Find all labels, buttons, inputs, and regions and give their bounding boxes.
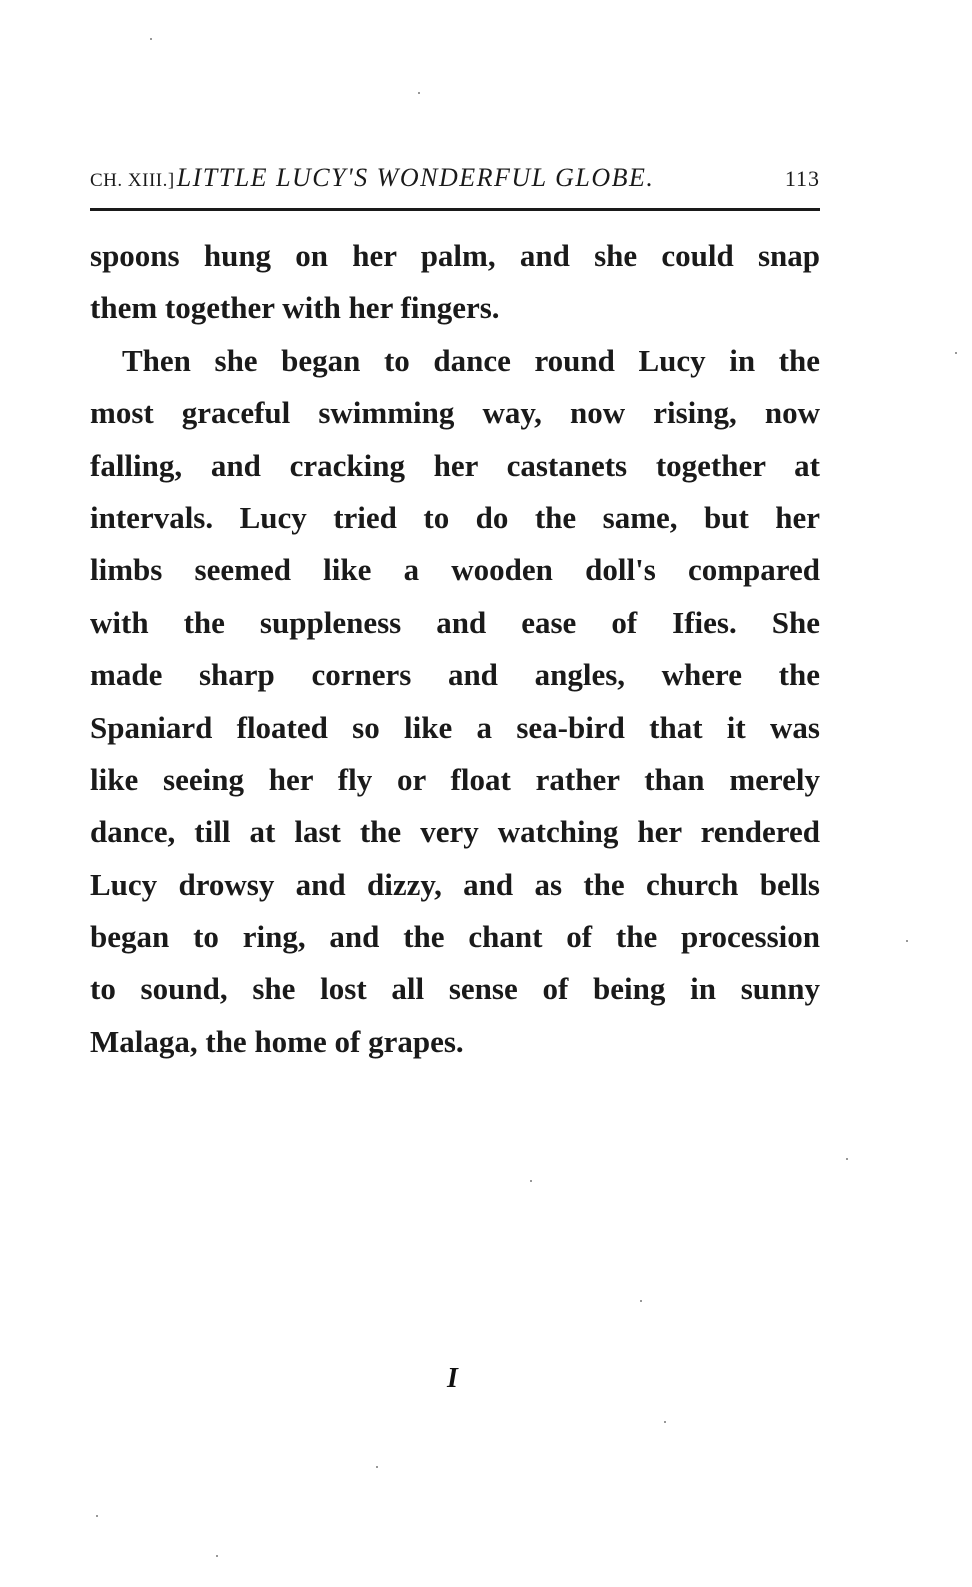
text-line: like seeing her fly or float rather than merely (90, 761, 820, 797)
text-line: Spaniard floated so like a sea-bird that it was (90, 709, 820, 745)
scan-speck (150, 38, 152, 40)
chapter-label: CH. XIII.] (90, 170, 175, 191)
scan-speck (96, 1515, 98, 1517)
text-line: Lucy drowsy and dizzy, and as the church bells (90, 866, 820, 902)
text-line: most graceful swimming way, now rising, now (90, 395, 820, 431)
text-line: made sharp corners and angles, where the (90, 657, 820, 693)
scan-speck (640, 1300, 642, 1302)
text-line: them together with her fingers. (90, 290, 500, 326)
text-line: limbs seemed like a wooden doll's compared (90, 552, 820, 588)
signature-mark: I (447, 1363, 458, 1394)
text-line: intervals. Lucy tried to do the same, but her (90, 499, 820, 535)
scan-speck (955, 352, 957, 354)
scan-speck (906, 940, 908, 942)
text-line: Then she began to dance round Lucy in the (122, 342, 820, 378)
scan-speck (418, 92, 420, 94)
scan-speck (216, 1555, 218, 1557)
running-head (90, 163, 820, 197)
text-line: Malaga, the home of grapes. (90, 1023, 464, 1059)
header-rule (90, 208, 820, 211)
scan-speck (846, 1158, 848, 1160)
scan-speck (530, 1180, 532, 1182)
scan-speck (664, 1421, 666, 1423)
text-line: falling, and cracking her castanets together at (90, 447, 820, 483)
page-number: 113 (784, 166, 820, 191)
body-text (90, 230, 820, 1068)
text-line: with the suppleness and ease of Ifies. She (90, 604, 820, 640)
text-line: dance, till at last the very watching her rendered (90, 814, 820, 850)
text-line: began to ring, and the chant of the procession (90, 919, 820, 955)
book-title: LITTLE LUCY'S WONDERFUL GLOBE. (176, 163, 655, 192)
text-line: spoons hung on her palm, and she could snap (90, 238, 820, 273)
text-line: to sound, she lost all sense of being in sunny (90, 971, 820, 1007)
scan-speck (376, 1466, 378, 1468)
